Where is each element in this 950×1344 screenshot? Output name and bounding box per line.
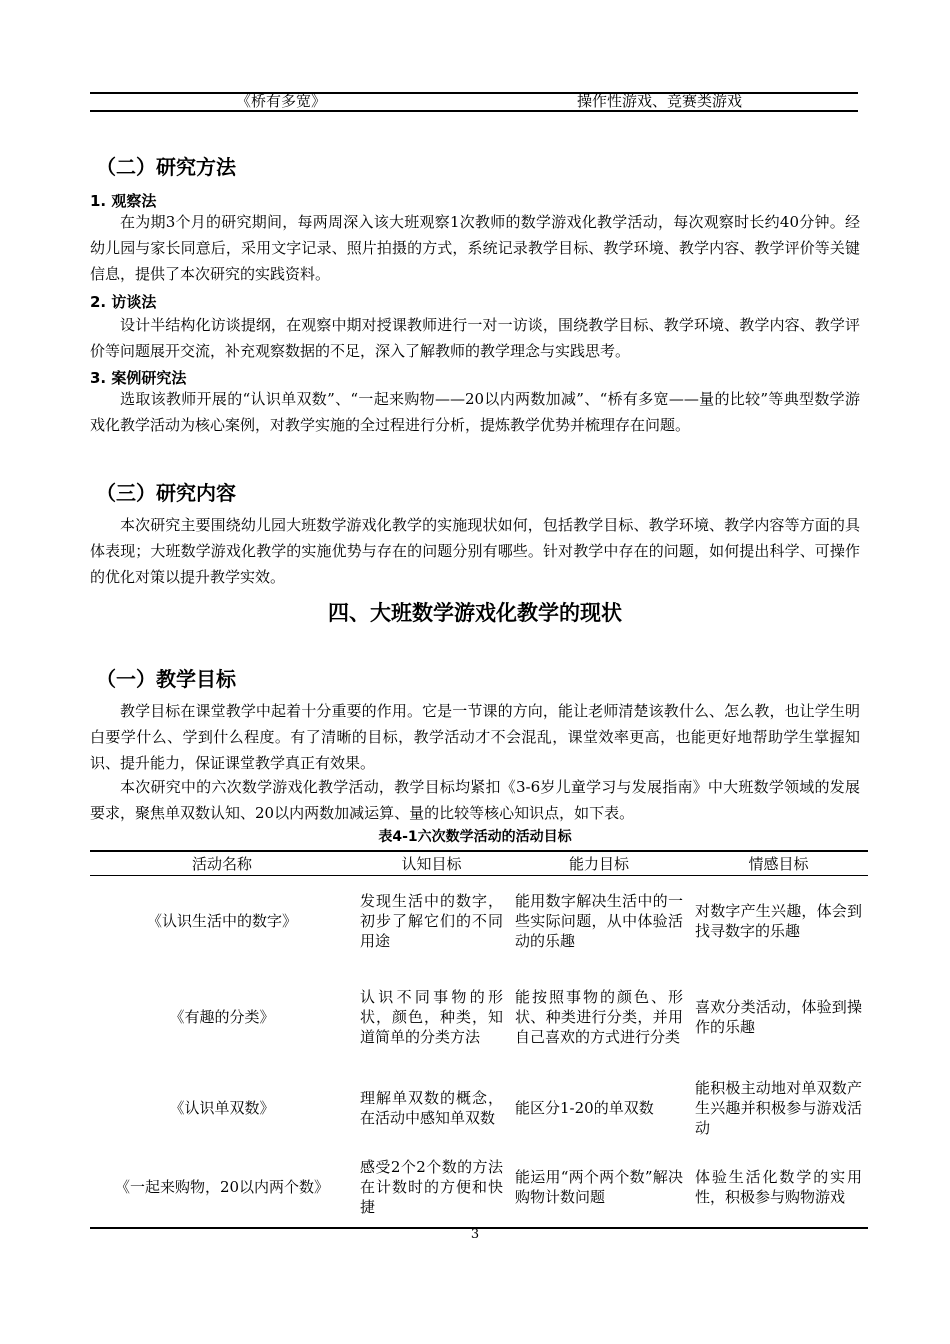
activity-name-cell: 《一起来购物，20以内两个数》 [114, 1178, 330, 1196]
column-header: 认知目标 [401, 854, 462, 873]
method-3-title: 3. 案例研究法 [90, 369, 187, 387]
section-methods-heading: （二）研究方法 [96, 155, 236, 179]
column-header: 情感目标 [748, 854, 809, 873]
table-row [90, 876, 868, 966]
ability-goal-cell: 能运用“两个两个数”解决购物计数问题 [515, 1168, 683, 1206]
ability-goal-cell: 能区分1-20的单双数 [515, 1098, 654, 1117]
cognitive-goal-cell: 感受2个2个数的方法在计数时的方便和快捷 [360, 1158, 503, 1216]
cognitive-goal-cell: 理解单双数的概念，在活动中感知单双数 [360, 1088, 503, 1127]
emotional-goal-cell: 对数字产生兴趣，体会到找寻数字的乐趣 [695, 901, 862, 940]
method-2-text: 设计半结构化访谈提纲，在观察中期对授课教师进行一对一访谈，围绕教学目标、教学环境、教学内容、教学评价等问题展开交流，补充观察数据的不足，深入了解教师的教学理念与实践思考。 [90, 316, 860, 360]
chapter-title: 四、大班数学游戏化教学的现状 [328, 601, 622, 625]
table-caption: 表4-1六次数学活动的活动目标 [378, 829, 572, 845]
method-1-title: 1. 观察法 [90, 192, 157, 210]
cognitive-goal-cell: 发现生活中的数字，初步了解它们的不同用途 [360, 891, 503, 950]
table-header-row [90, 851, 868, 876]
section-content-text: 本次研究主要围绕幼儿园大班数学游戏化教学的实施现状如何，包括教学目标、教学环境、教学内容等方面的具体表现；大班数学游戏化教学的实施优势与存在的问题分别有哪些。针对教学中存在的问题，如何提出科学、可操作的优化对策以提升教学实效。 [90, 516, 860, 586]
method-1-text: 在为期3个月的研究期间，每两周深入该大班观察1次教师的数学游戏化教学活动，每次观察时长约40分钟。经幼儿园与家长同意后，采用文字记录、照片拍摄的方式，系统记录教学目标、教学环境、教学内容、教学评价等关键信息，提供了本次研究的实践资料。 [90, 213, 860, 283]
ability-goal-cell: 能用数字解决生活中的一些实际问题，从中体验活动的乐趣 [515, 891, 683, 950]
section-content-heading: （三）研究内容 [96, 481, 236, 505]
page-number: 3 [470, 1227, 480, 1242]
emotional-goal-cell: 体验生活化数学的实用性，积极参与购物游戏 [695, 1168, 862, 1206]
goals-paragraph-1: 教学目标在课堂教学中起着十分重要的作用。它是一节课的方向，能让老师清楚该教什么、怎么教，也让学生明白要学什么、学到什么程度。有了清晰的目标，教学活动才不会混乱，课堂效率更高，也能更好地帮助学生掌握知识、提升能力，保证课堂教学真正有效果。 [90, 702, 860, 772]
activity-name-cell: 《有趣的分类》 [169, 1007, 275, 1026]
activity-name-cell: 《认识生活中的数字》 [146, 911, 297, 930]
column-header: 活动名称 [191, 854, 252, 873]
header-cell-game-type: 操作性游戏、竞赛类游戏 [577, 92, 743, 110]
emotional-goal-cell: 喜欢分类活动，体验到操作的乐趣 [695, 997, 862, 1036]
ability-goal-cell: 能按照事物的颜色、形状、种类进行分类，并用自己喜欢的方式进行分类 [515, 987, 683, 1046]
emotional-goal-cell: 能积极主动地对单双数产生兴趣并积极参与游戏活动 [695, 1078, 862, 1137]
method-3-text: 选取该教师开展的“认识单双数”、“一起来购物——20以内两数加减”、“桥有多宽——量的比较”等典型数学游戏化教学活动为核心案例，对教学实施的全过程进行分析，提炼教学优势并梳理存在问题。 [90, 390, 860, 434]
header-cell-activity: 《桥有多宽》 [236, 92, 327, 110]
activity-goals-table [90, 850, 868, 1229]
top-table-bottom-rule [90, 110, 858, 112]
section-goals-heading: （一）教学目标 [96, 667, 236, 691]
goals-paragraph-2: 本次研究中的六次数学游戏化教学活动，教学目标均紧扣《3-6岁儿童学习与发展指南》中大班数学领域的发展要求，聚焦单双数认知、20以内两数加减运算、量的比较等核心知识点，如下表。 [90, 778, 860, 822]
cognitive-goal-cell: 认识不同事物的形状，颜色，种类，知道简单的分类方法 [360, 987, 503, 1046]
top-table-rule [90, 92, 858, 94]
table-row [90, 966, 868, 1068]
table-row [90, 1068, 868, 1148]
table-row [90, 1148, 868, 1228]
method-2-title: 2. 访谈法 [90, 293, 157, 311]
activity-name-cell: 《认识单双数》 [169, 1098, 275, 1117]
column-header: 能力目标 [568, 854, 629, 873]
